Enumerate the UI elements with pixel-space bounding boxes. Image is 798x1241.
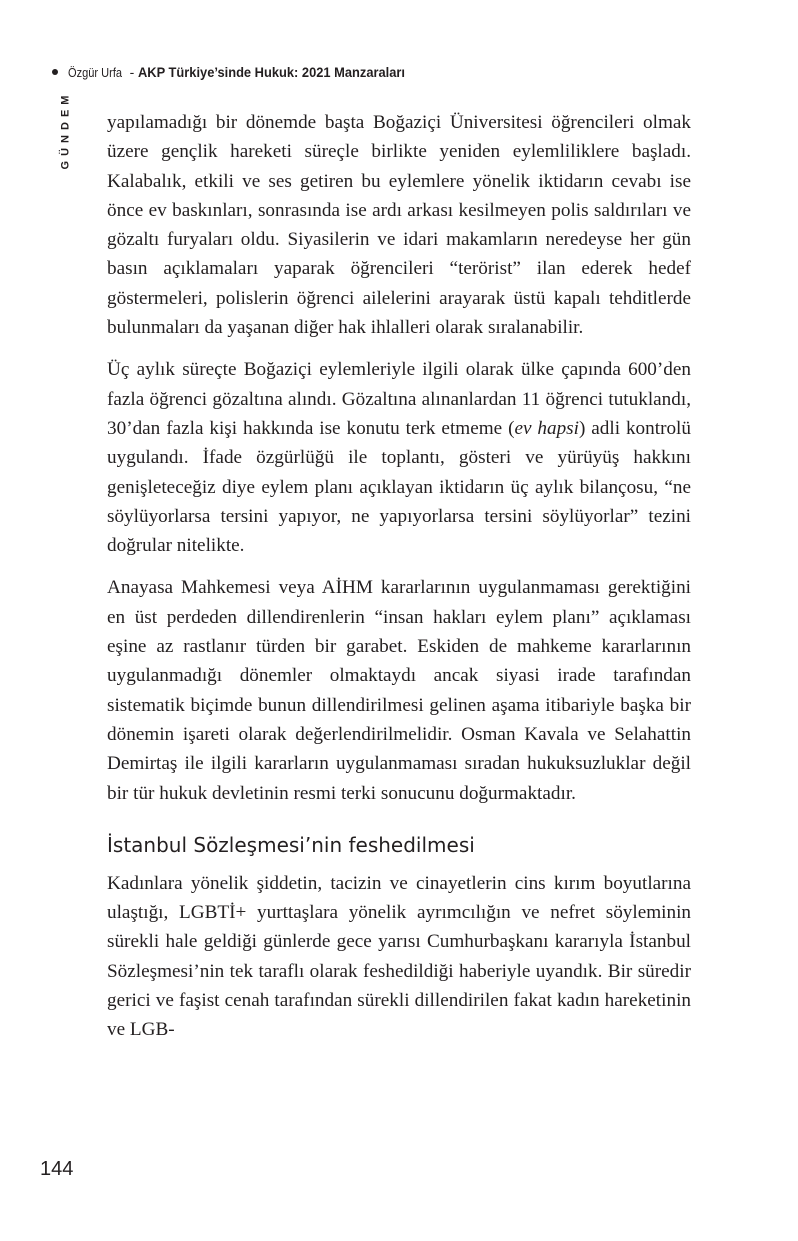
paragraph-2-text-b: ) adli kontrolü uygulandı. İfade özgürlüğü ile toplantı, gösteri ve yürüyüş hakkını genişleteceğiz diye eylem planı açıklayan iktidarın üç aylık bilançosu, “ne söylüyorlarsa tersini yapıyor, ne yapıyorlarsa tersini söylüyorlar” tezini doğrular nitelikte. [107, 417, 691, 557]
header-book-title: AKP Türkiye’sinde Hukuk: 2021 Manzaraları [138, 64, 406, 80]
paragraph-3: Anayasa Mahkemesi veya AİHM kararlarının uygulanmaması gerektiğini en üst perdeden dillendirenlerin “insan hakları eylem planı” açıklaması eşine az rastlanır türden bir garabet. Eskiden de mahkeme kararlarının uygulanmadığı dönemler olmaktaydı ancak siyasi irade tarafından sistematik biçimde bunun dillendirilmesi gelinen aşama itibariyle başka bir dönemin işareti olarak değerlendirilmelidir. Osman Kavala ve Selahattin Demirtaş ile ilgili kararların uygulanmaması sıradan hukuksuzluklar değil bir tür hukuk devletinin resmi terki sonucunu doğurmaktadır. [107, 577, 691, 804]
paragraph-2 [107, 355, 691, 560]
header-author: Özgür Urfa [68, 64, 123, 80]
paragraph-2-text-a: Üç aylık süreçte Boğaziçi eylemleriyle ilgili olarak ülke çapında 600’den fazla öğrenci gözaltına alındı. Gözaltına alınanlardan 11 öğrenci tutuklandı, 30’dan fazla kişi hakkında ise konutu terk etmeme ( [107, 359, 691, 439]
bullet-icon [52, 69, 58, 75]
paragraph-2-italic: ev hapsi [514, 417, 579, 439]
page-body [107, 108, 691, 1045]
running-header [52, 64, 428, 80]
section-tab [57, 88, 73, 172]
page-number: 144 [40, 1158, 74, 1180]
section-heading: İstanbul Sözleşmesi’nin feshedilmesi [107, 832, 475, 857]
section-tab-label: GÜNDEM [59, 90, 72, 170]
paragraph-4: Kadınlara yönelik şiddetin, tacizin ve cinayetlerin cins kırım boyutlarına ulaştığı, LGBTİ+ yurttaşlara yönelik ayrımcılığın ve nefret söyleminin sürekli hale geldiği günlerde gece yarısı Cumhurbaşkanı kararıyla İstanbul Sözleşmesi’nin tek taraflı olarak feshedildiği haberiyle uyandık. Bir süredir gerici ve faşist cenah tarafından sürekli dillendirilen fakat kadın hareketinin ve LGB- [107, 872, 691, 1041]
header-separator: - [129, 64, 135, 80]
paragraph-1: yapılamadığı bir dönemde başta Boğaziçi Üniversitesi öğrencileri olmak üzere gençlik hareketi süreçle birlikte yeniden eylemliliklere başladı. Kalabalık, etkili ve ses getiren bu eylemlere yönelik iktidarın cevabı ise önce ev baskınları, sonrasında ise ardı arkası kesilmeyen polis saldırıları ve gözaltı furyaları oldu. Siyasilerin ve idari makamların neredeyse her gün basın açıklamaları yaparak öğrencileri “terörist” ilan ederek hedef göstermeleri, polislerin öğrenci ailelerini arayarak üstü kapalı tehditlerde bulunmaları da yaşanan diğer hak ihlalleri olarak sıralanabilir. [107, 112, 691, 339]
